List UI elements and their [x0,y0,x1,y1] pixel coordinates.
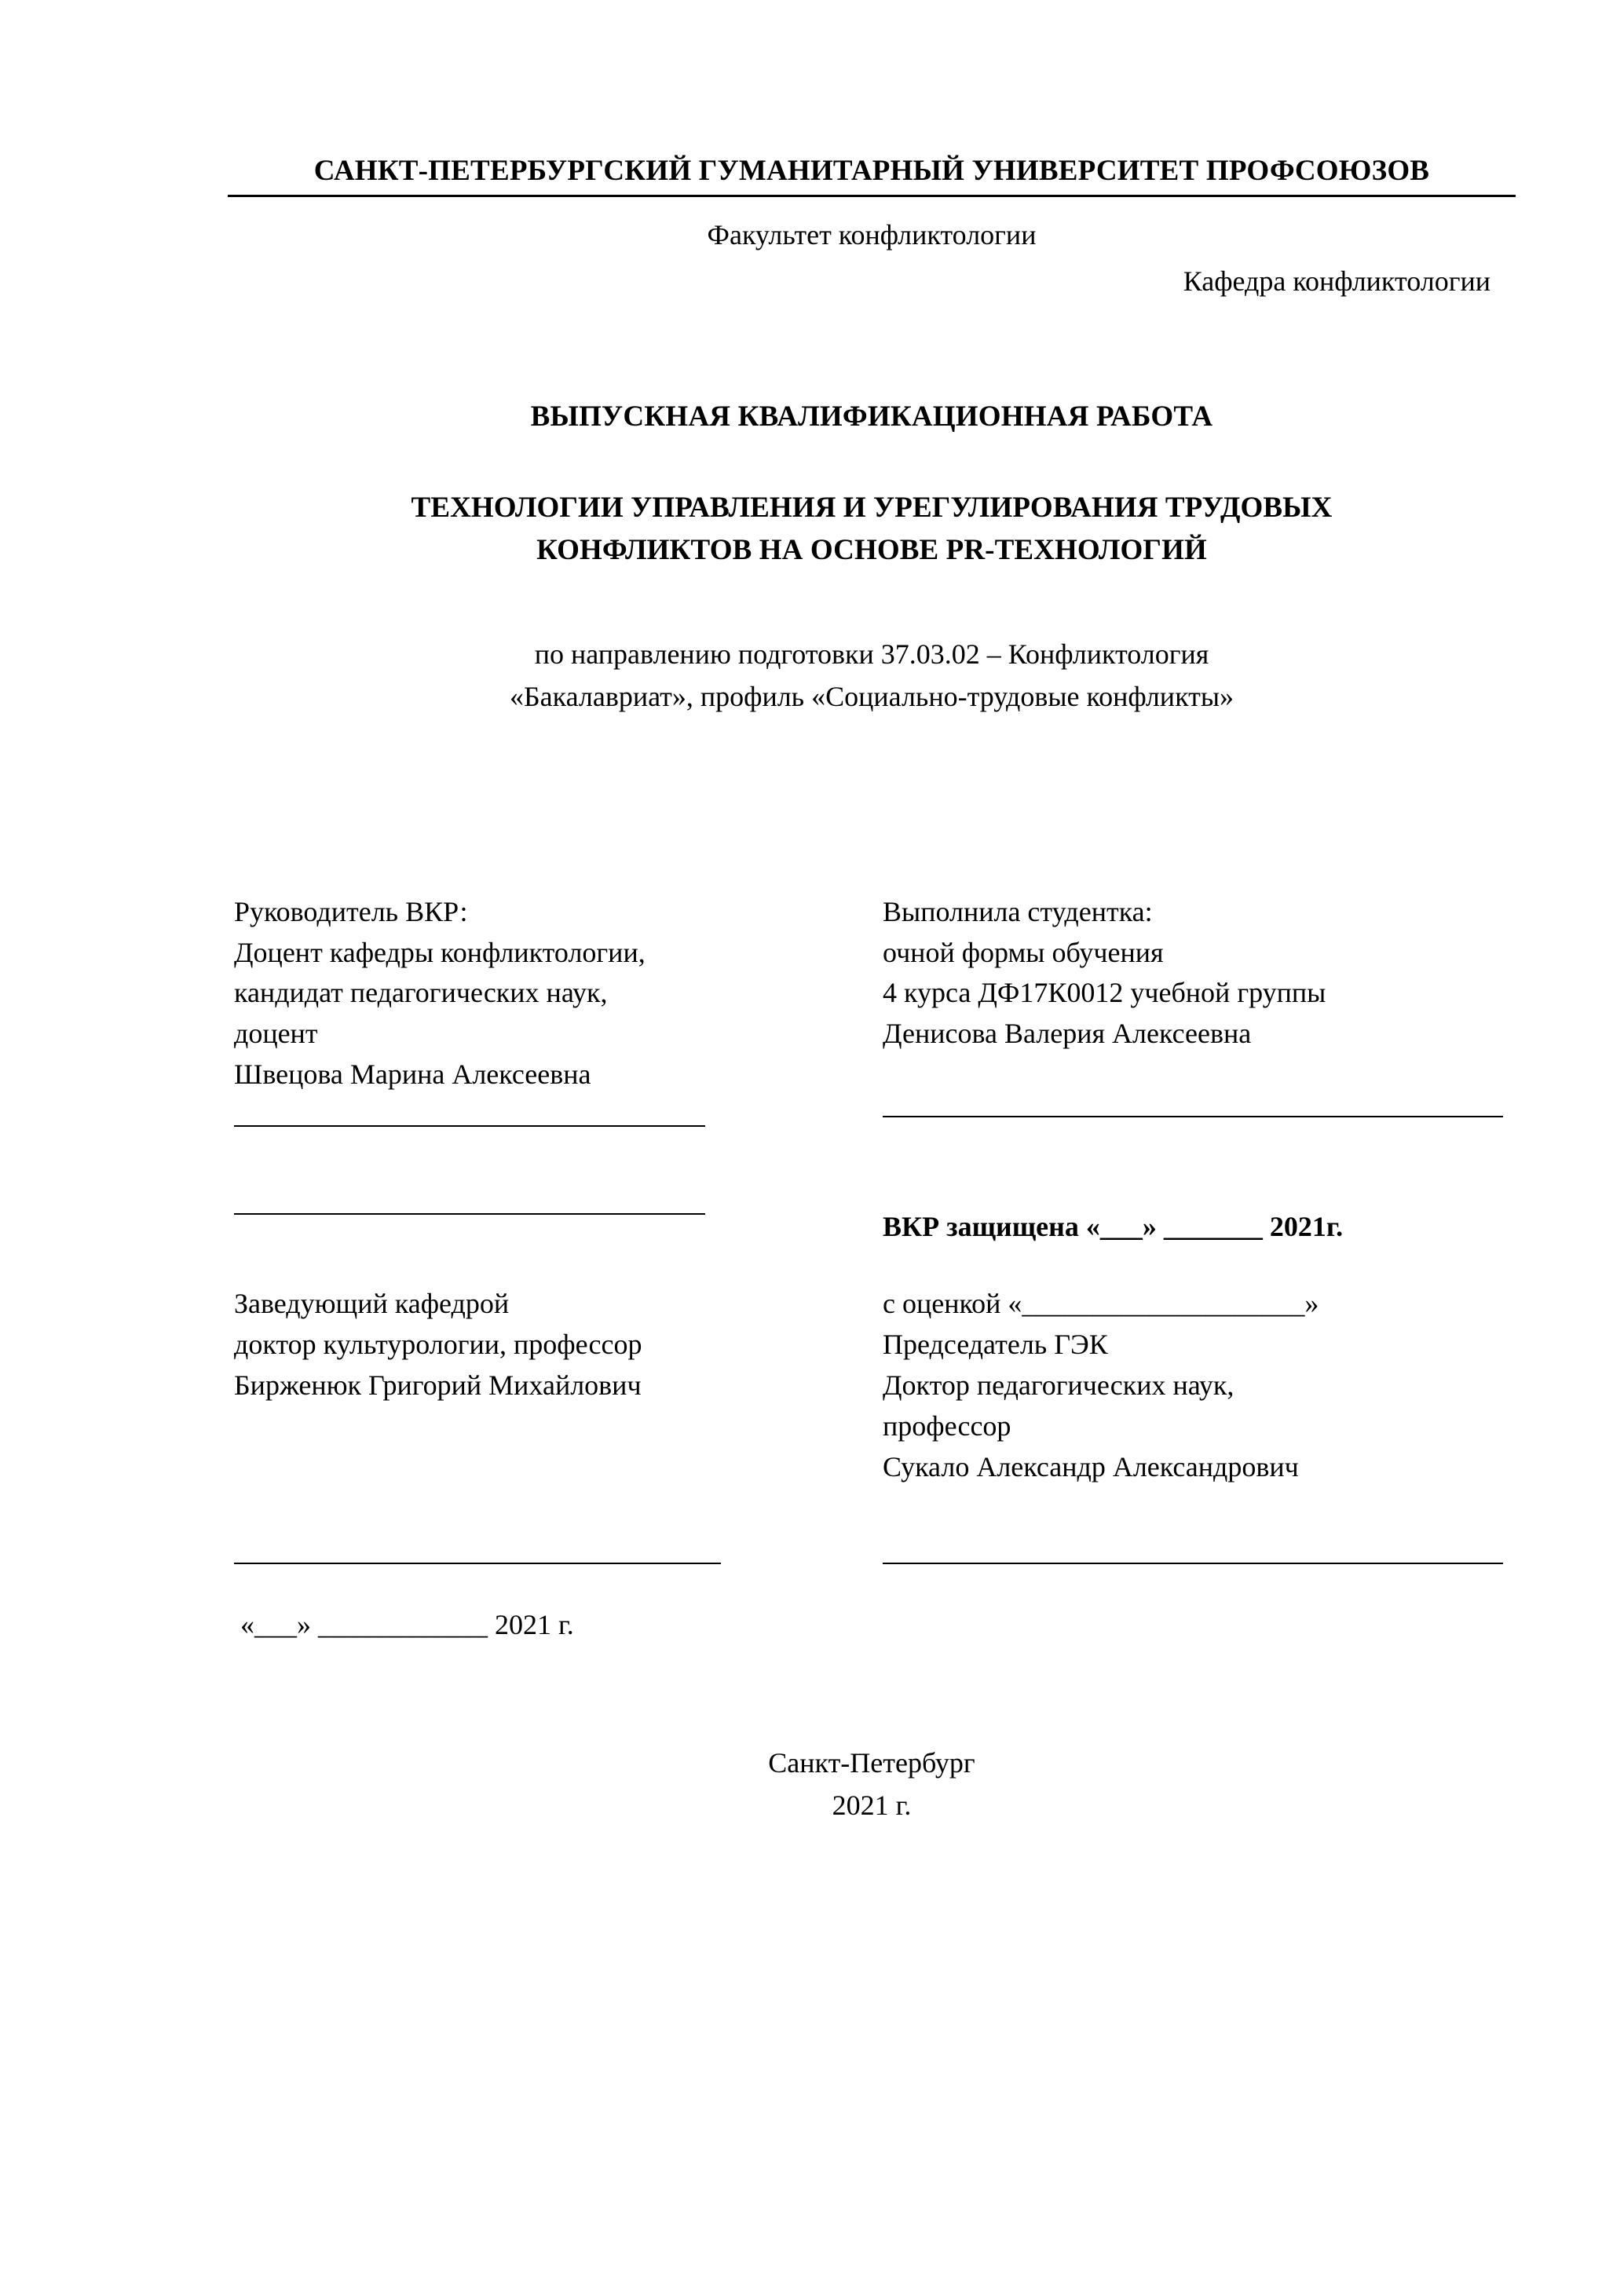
head-name: Бирженюк Григорий Михайлович [234,1369,642,1401]
chairman-signature-line [883,1563,1503,1564]
work-type: ВЫПУСКНАЯ КВАЛИФИКАЦИОННАЯ РАБОТА [530,400,1213,433]
head-degree: доктор культурологии, профессор [234,1329,642,1361]
supervisor-role: Руководитель ВКР: [234,895,468,927]
supervisor-name: Швецова Марина Алексеевна [234,1058,591,1090]
supervisor-block [228,892,840,1127]
thesis-title-line-1: ТЕХНОЛОГИИ УПРАВЛЕНИЯ И УРЕГУЛИРОВАНИЯ ТРУДОВЫХ [411,492,1333,525]
defense-label: ВКР защищена «___» _______ 2021г. [883,1210,1344,1242]
year: 2021 г. [832,1790,912,1822]
defense-block [228,1207,1516,1246]
bottom-left-signature-area [228,1563,840,1641]
head-signature-area [228,1207,840,1215]
bottom-signature-block [228,1563,1516,1641]
bottom-right-signature-area [840,1563,1516,1564]
student-group: 4 курса ДФ17К0012 учебной группы [883,977,1326,1009]
student-name: Денисова Валерия Алексеевна [883,1018,1252,1050]
head-bottom-signature-line [234,1563,721,1564]
chairman-degree-line-2: профессор [883,1409,1011,1442]
student-block [840,892,1516,1117]
defense-info [840,1207,1516,1246]
head-role: Заведующий кафедрой [234,1288,510,1320]
supervisor-position-line-2: кандидат педагогических наук, [234,977,608,1009]
student-role: Выполнила студентка: [883,895,1153,927]
title-page-content [228,154,1516,1826]
study-direction-line-2: «Бакалавриат», профиль «Социально-трудовые конфликты» [509,680,1234,712]
defense-grade: с оценкой «____________________» [883,1288,1319,1320]
faculty-name: Факультет конфликтологии [707,219,1037,251]
supervisor-signature-line [234,1125,705,1127]
student-form-of-study: очной формы обучения [883,936,1164,968]
chairman-role: Председатель ГЭК [883,1329,1108,1361]
city: Санкт-Петербург [768,1747,975,1779]
chairman-name: Сукало Александр Александрович [883,1450,1299,1483]
head-signature-line [234,1213,705,1215]
date-line: «___» ____________ 2021 г. [240,1609,574,1641]
thesis-title-line-2: КОНФЛИКТОВ НА ОСНОВЕ PR-ТЕХНОЛОГИЙ [536,534,1207,567]
head-chairman-block [228,1284,1516,1487]
head-of-department-block [228,1284,840,1406]
supervisor-student-block [228,892,1516,1127]
study-direction-line-1: по направлению подготовки 37.03.02 – Конфликтология [534,638,1209,670]
supervisor-position-line-1: Доцент кафедры конфликтологии, [234,936,646,968]
department-name: Кафедра конфликтологии [1183,265,1490,298]
study-direction [228,633,1516,718]
university-name: САНКТ-ПЕТЕРБУРГСКИЙ ГУМАНИТАРНЫЙ УНИВЕРСИТЕТ ПРОФСОЮЗОВ [228,154,1516,197]
student-signature-line [883,1116,1503,1117]
chairman-block [840,1284,1516,1487]
supervisor-position-line-3: доцент [234,1018,318,1050]
thesis-title [228,487,1516,571]
chairman-degree-line-1: Доктор педагогических наук, [883,1369,1234,1401]
